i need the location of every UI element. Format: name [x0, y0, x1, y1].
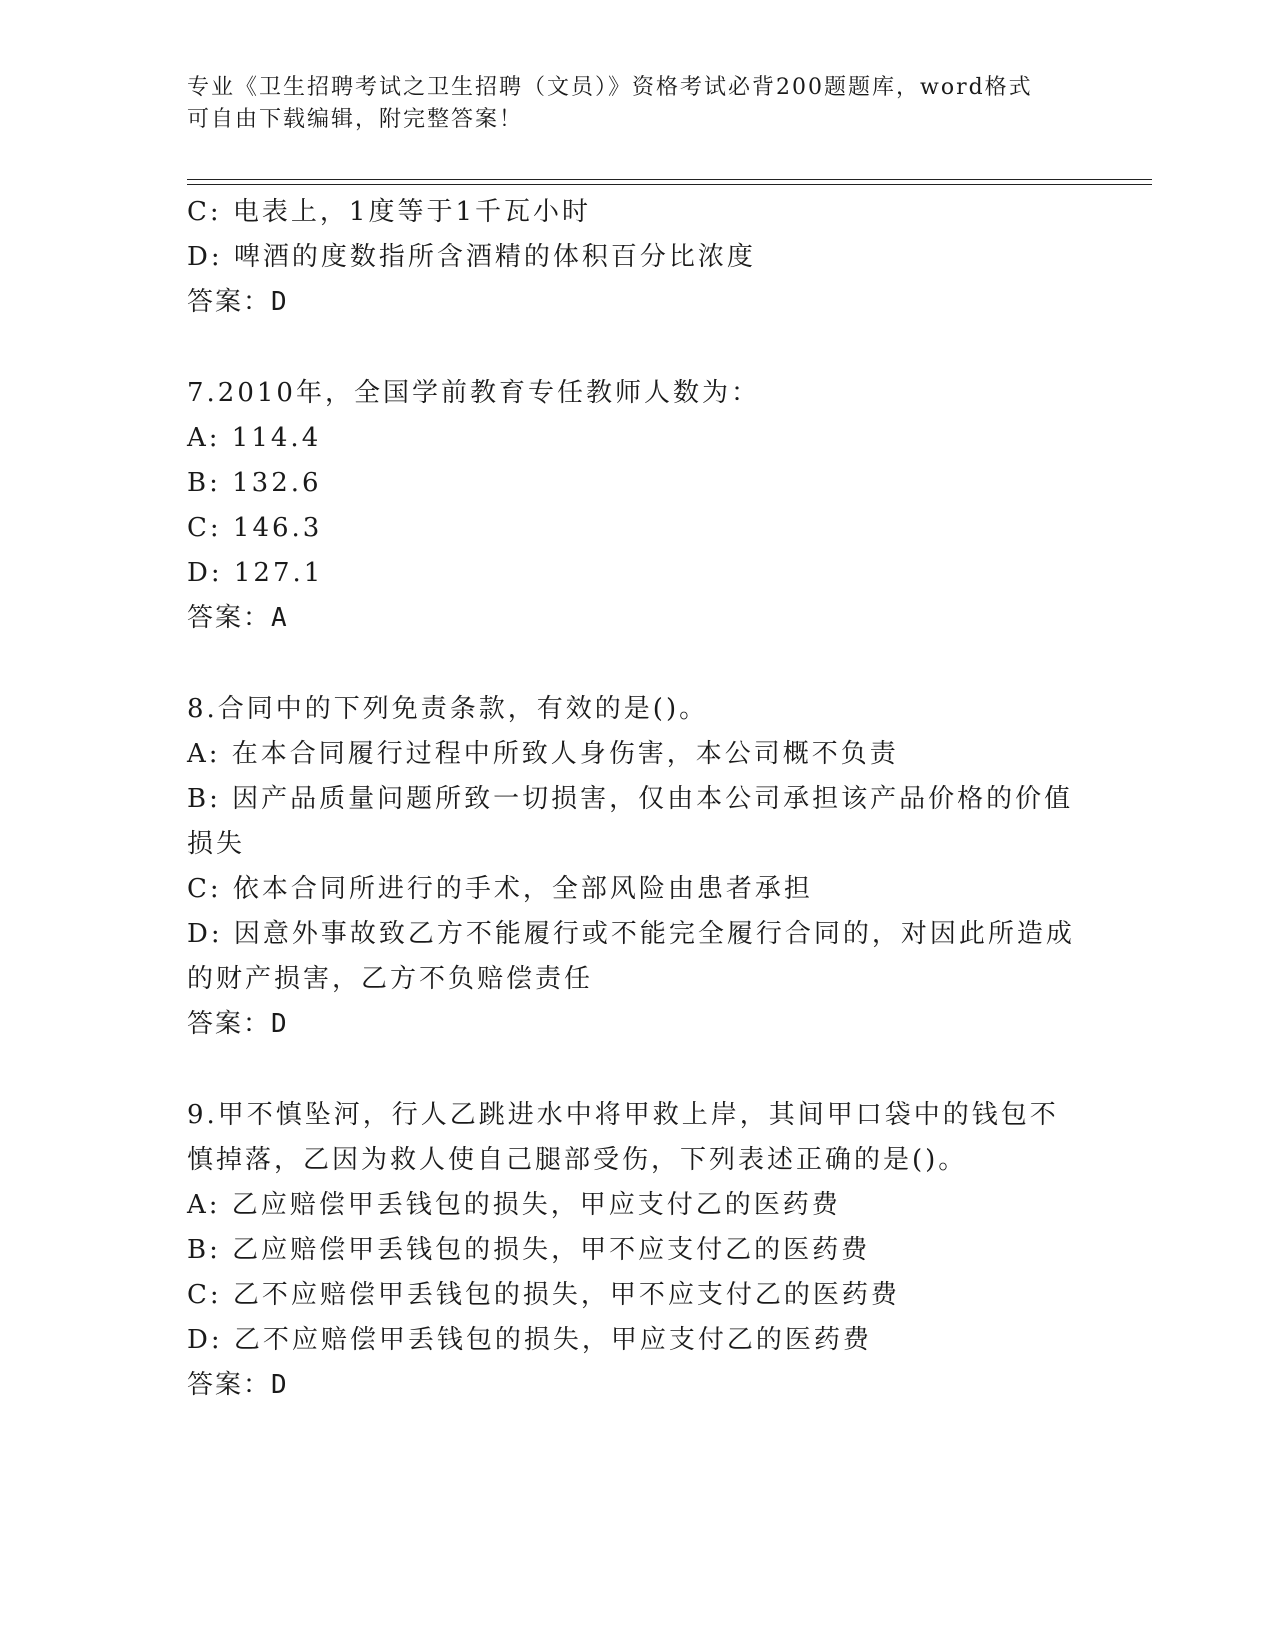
- answer-label: 答案：: [187, 287, 272, 317]
- answer-value: D: [271, 287, 287, 317]
- answer-line: [187, 1363, 1087, 1408]
- question-stem: 7.2010年，全国学前教育专任教师人数为：: [187, 378, 760, 408]
- option-b-line-2: 损失: [187, 829, 246, 859]
- option-c: C: 依本合同所进行的手术，全部风险由患者承担: [187, 874, 813, 904]
- option-b: B: 132.6: [187, 468, 322, 498]
- spacer: [187, 325, 1087, 371]
- question-stem: 8.合同中的下列免责条款，有效的是()。: [187, 694, 709, 724]
- option-b-line-1: B: 因产品质量问题所致一切损害，仅由本公司承担该产品价格的价值: [187, 784, 1074, 814]
- option-a: A: 乙应赔偿甲丢钱包的损失，甲应支付乙的医药费: [187, 1190, 841, 1220]
- option-d-line-2: 的财产损害，乙方不负赔偿责任: [187, 964, 594, 994]
- option-c: C: 电表上，1度等于1千瓦小时: [187, 197, 592, 227]
- spacer: [187, 641, 1087, 687]
- question-7: [187, 371, 1087, 641]
- question-stem-line-2: 慎掉落，乙因为救人使自己腿部受伤，下列表述正确的是()。: [187, 1145, 968, 1175]
- question-list: [187, 190, 1087, 1408]
- header-divider-top: [187, 179, 1152, 180]
- answer-line: [187, 596, 1087, 641]
- answer-value: A: [271, 603, 287, 633]
- answer-value: D: [271, 1009, 287, 1039]
- answer-line: [187, 280, 1087, 325]
- header-title-line-2: 可自由下载编辑，附完整答案！: [187, 107, 524, 132]
- option-d: D: 乙不应赔偿甲丢钱包的损失，甲应支付乙的医药费: [187, 1325, 872, 1355]
- document-header: [187, 72, 1087, 136]
- question-9: [187, 1093, 1087, 1408]
- spacer: [187, 1047, 1087, 1093]
- question-8: [187, 687, 1087, 1047]
- answer-label: 答案：: [187, 1370, 272, 1400]
- option-b: B: 乙应赔偿甲丢钱包的损失，甲不应支付乙的医药费: [187, 1235, 871, 1265]
- option-d: D: 啤酒的度数指所含酒精的体积百分比浓度: [187, 242, 756, 272]
- question-6-continued: [187, 190, 1087, 325]
- option-a: A: 114.4: [187, 423, 322, 453]
- option-c: C: 乙不应赔偿甲丢钱包的损失，甲不应支付乙的医药费: [187, 1280, 900, 1310]
- option-c: C: 146.3: [187, 513, 323, 543]
- header-title-line-1: 专业《卫生招聘考试之卫生招聘（文员）》资格考试必背200题题库，word格式: [187, 75, 1033, 100]
- question-stem-line-1: 9.甲不慎坠河，行人乙跳进水中将甲救上岸，其间甲口袋中的钱包不: [187, 1100, 1059, 1130]
- answer-value: D: [271, 1370, 287, 1400]
- option-d-line-1: D: 因意外事故致乙方不能履行或不能完全履行合同的，对因此所造成: [187, 919, 1075, 949]
- option-d: D: 127.1: [187, 558, 324, 588]
- answer-label: 答案：: [187, 603, 272, 633]
- answer-line: [187, 1002, 1087, 1047]
- header-divider-bottom: [187, 184, 1152, 185]
- option-a: A: 在本合同履行过程中所致人身伤害，本公司概不负责: [187, 739, 899, 769]
- answer-label: 答案：: [187, 1009, 272, 1039]
